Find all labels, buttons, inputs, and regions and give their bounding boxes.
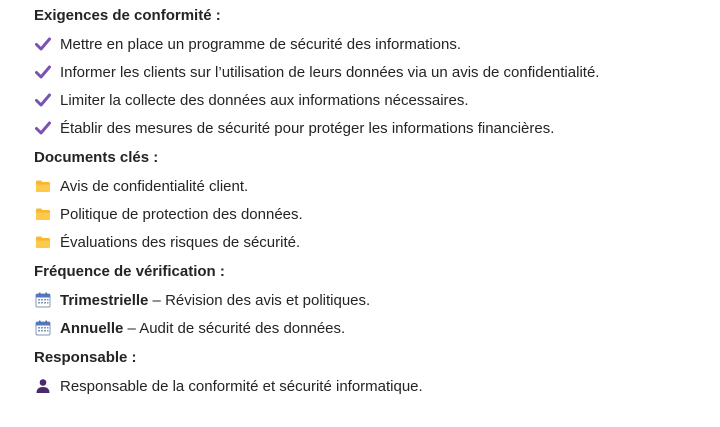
- calendar-icon: [34, 319, 52, 337]
- folder-icon: [34, 205, 52, 223]
- list-item-text: Limiter la collecte des données aux informations nécessaires.: [60, 91, 469, 109]
- list-item-text: Responsable de la conformité et sécurité informatique.: [60, 377, 423, 395]
- list-item: [34, 232, 714, 252]
- document-content: [34, 6, 714, 406]
- list-item: [34, 62, 714, 82]
- section-title: Fréquence de vérification :: [34, 263, 225, 280]
- list-item-text: [60, 292, 370, 309]
- section-title: Responsable :: [34, 349, 137, 366]
- list-item-text: Évaluations des risques de sécurité.: [60, 233, 301, 251]
- section-title: Documents clés :: [34, 149, 159, 166]
- section-compliance-requirements: [34, 6, 714, 138]
- list-item: [34, 290, 714, 310]
- list-item: [34, 204, 714, 224]
- check-icon: [34, 91, 52, 109]
- list-item: [34, 376, 714, 396]
- person-icon: [34, 377, 52, 395]
- check-icon: [34, 35, 52, 53]
- list-item: [34, 90, 714, 110]
- section-responsible: [34, 348, 714, 396]
- list-item-text: [60, 320, 345, 337]
- list-item: [34, 176, 714, 196]
- section-key-documents: [34, 148, 714, 252]
- check-icon: [34, 63, 52, 81]
- list-item-text: Informer les clients sur l’utilisation de leurs données via un avis de confidentialité.: [60, 63, 600, 81]
- frequency-label: Trimestrielle: [60, 291, 149, 309]
- list-item-text: Avis de confidentialité client.: [60, 177, 249, 195]
- frequency-description: – Audit de sécurité des données.: [123, 319, 346, 337]
- section-verification-frequency: [34, 262, 714, 338]
- list-item: [34, 118, 714, 138]
- list-item-text: Établir des mesures de sécurité pour protéger les informations financières.: [60, 119, 555, 137]
- folder-icon: [34, 233, 52, 251]
- list-item-text: Mettre en place un programme de sécurité des informations.: [60, 35, 462, 53]
- folder-icon: [34, 177, 52, 195]
- list-item: [34, 318, 714, 338]
- frequency-label: Annuelle: [60, 319, 124, 337]
- calendar-icon: [34, 291, 52, 309]
- section-title: Exigences de conformité :: [34, 7, 221, 24]
- frequency-description: – Révision des avis et politiques.: [148, 291, 371, 309]
- list-item: [34, 34, 714, 54]
- check-icon: [34, 119, 52, 137]
- list-item-text: Politique de protection des données.: [60, 205, 303, 223]
